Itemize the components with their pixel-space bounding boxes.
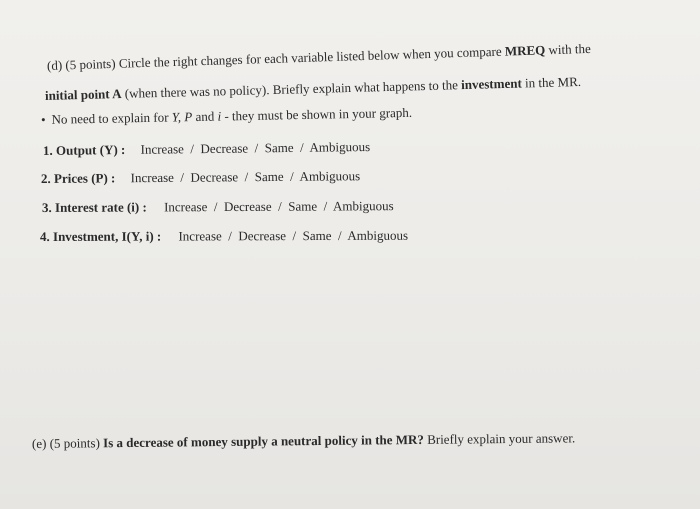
item-options-output: Increase / Decrease / Same / Ambiguous bbox=[140, 139, 371, 157]
note-lead: No need to explain for bbox=[51, 109, 172, 127]
note-i: i bbox=[217, 108, 222, 124]
item-options-prices: Increase / Decrease / Same / Ambiguous bbox=[130, 168, 361, 186]
list-item bbox=[43, 139, 370, 159]
list-item bbox=[40, 228, 408, 245]
part-d-note bbox=[41, 105, 412, 128]
item-label-output: 1. Output (Y) : bbox=[42, 141, 126, 158]
item-label-interest-rate: 3. Interest rate (i) : bbox=[41, 199, 147, 215]
item-label-prices: 2. Prices (P) : bbox=[40, 170, 116, 186]
list-item bbox=[42, 198, 394, 216]
item-options-interest-rate: Increase / Decrease / Same / Ambiguous bbox=[164, 198, 394, 215]
part-e-bold: Is a decrease of money supply a neutral policy in the MR? bbox=[103, 431, 424, 451]
part-d-line-2-text: (when there was no policy). Briefly explain what happens to the bbox=[121, 77, 462, 101]
part-e-tail: Briefly explain your answer. bbox=[423, 430, 576, 447]
item-label-investment: 4. Investment, I(Y, i) : bbox=[39, 228, 162, 244]
initial-point-term: initial point A bbox=[44, 85, 122, 103]
note-tail: - they must be shown in your graph. bbox=[220, 104, 413, 124]
note-mid: and bbox=[192, 108, 218, 125]
part-d-line-1 bbox=[47, 41, 591, 74]
part-d-intro-tail: with the bbox=[545, 40, 591, 58]
bullet-icon: • bbox=[40, 111, 46, 127]
part-d-line-2-tail: in the MR. bbox=[521, 73, 582, 91]
part-d-intro: (d) (5 points) Circle the right changes for each variable listed below when you compare bbox=[46, 43, 506, 73]
list-item bbox=[41, 168, 360, 187]
note-vars: Y, P bbox=[171, 109, 193, 125]
item-options-investment: Increase / Decrease / Same / Ambiguous bbox=[178, 227, 409, 244]
part-d-line-2 bbox=[45, 74, 581, 104]
part-e-lead: (e) (5 points) bbox=[31, 435, 104, 451]
mreq-term: MREQ bbox=[504, 42, 546, 59]
investment-term: investment bbox=[460, 75, 522, 93]
part-e-question bbox=[32, 430, 575, 452]
